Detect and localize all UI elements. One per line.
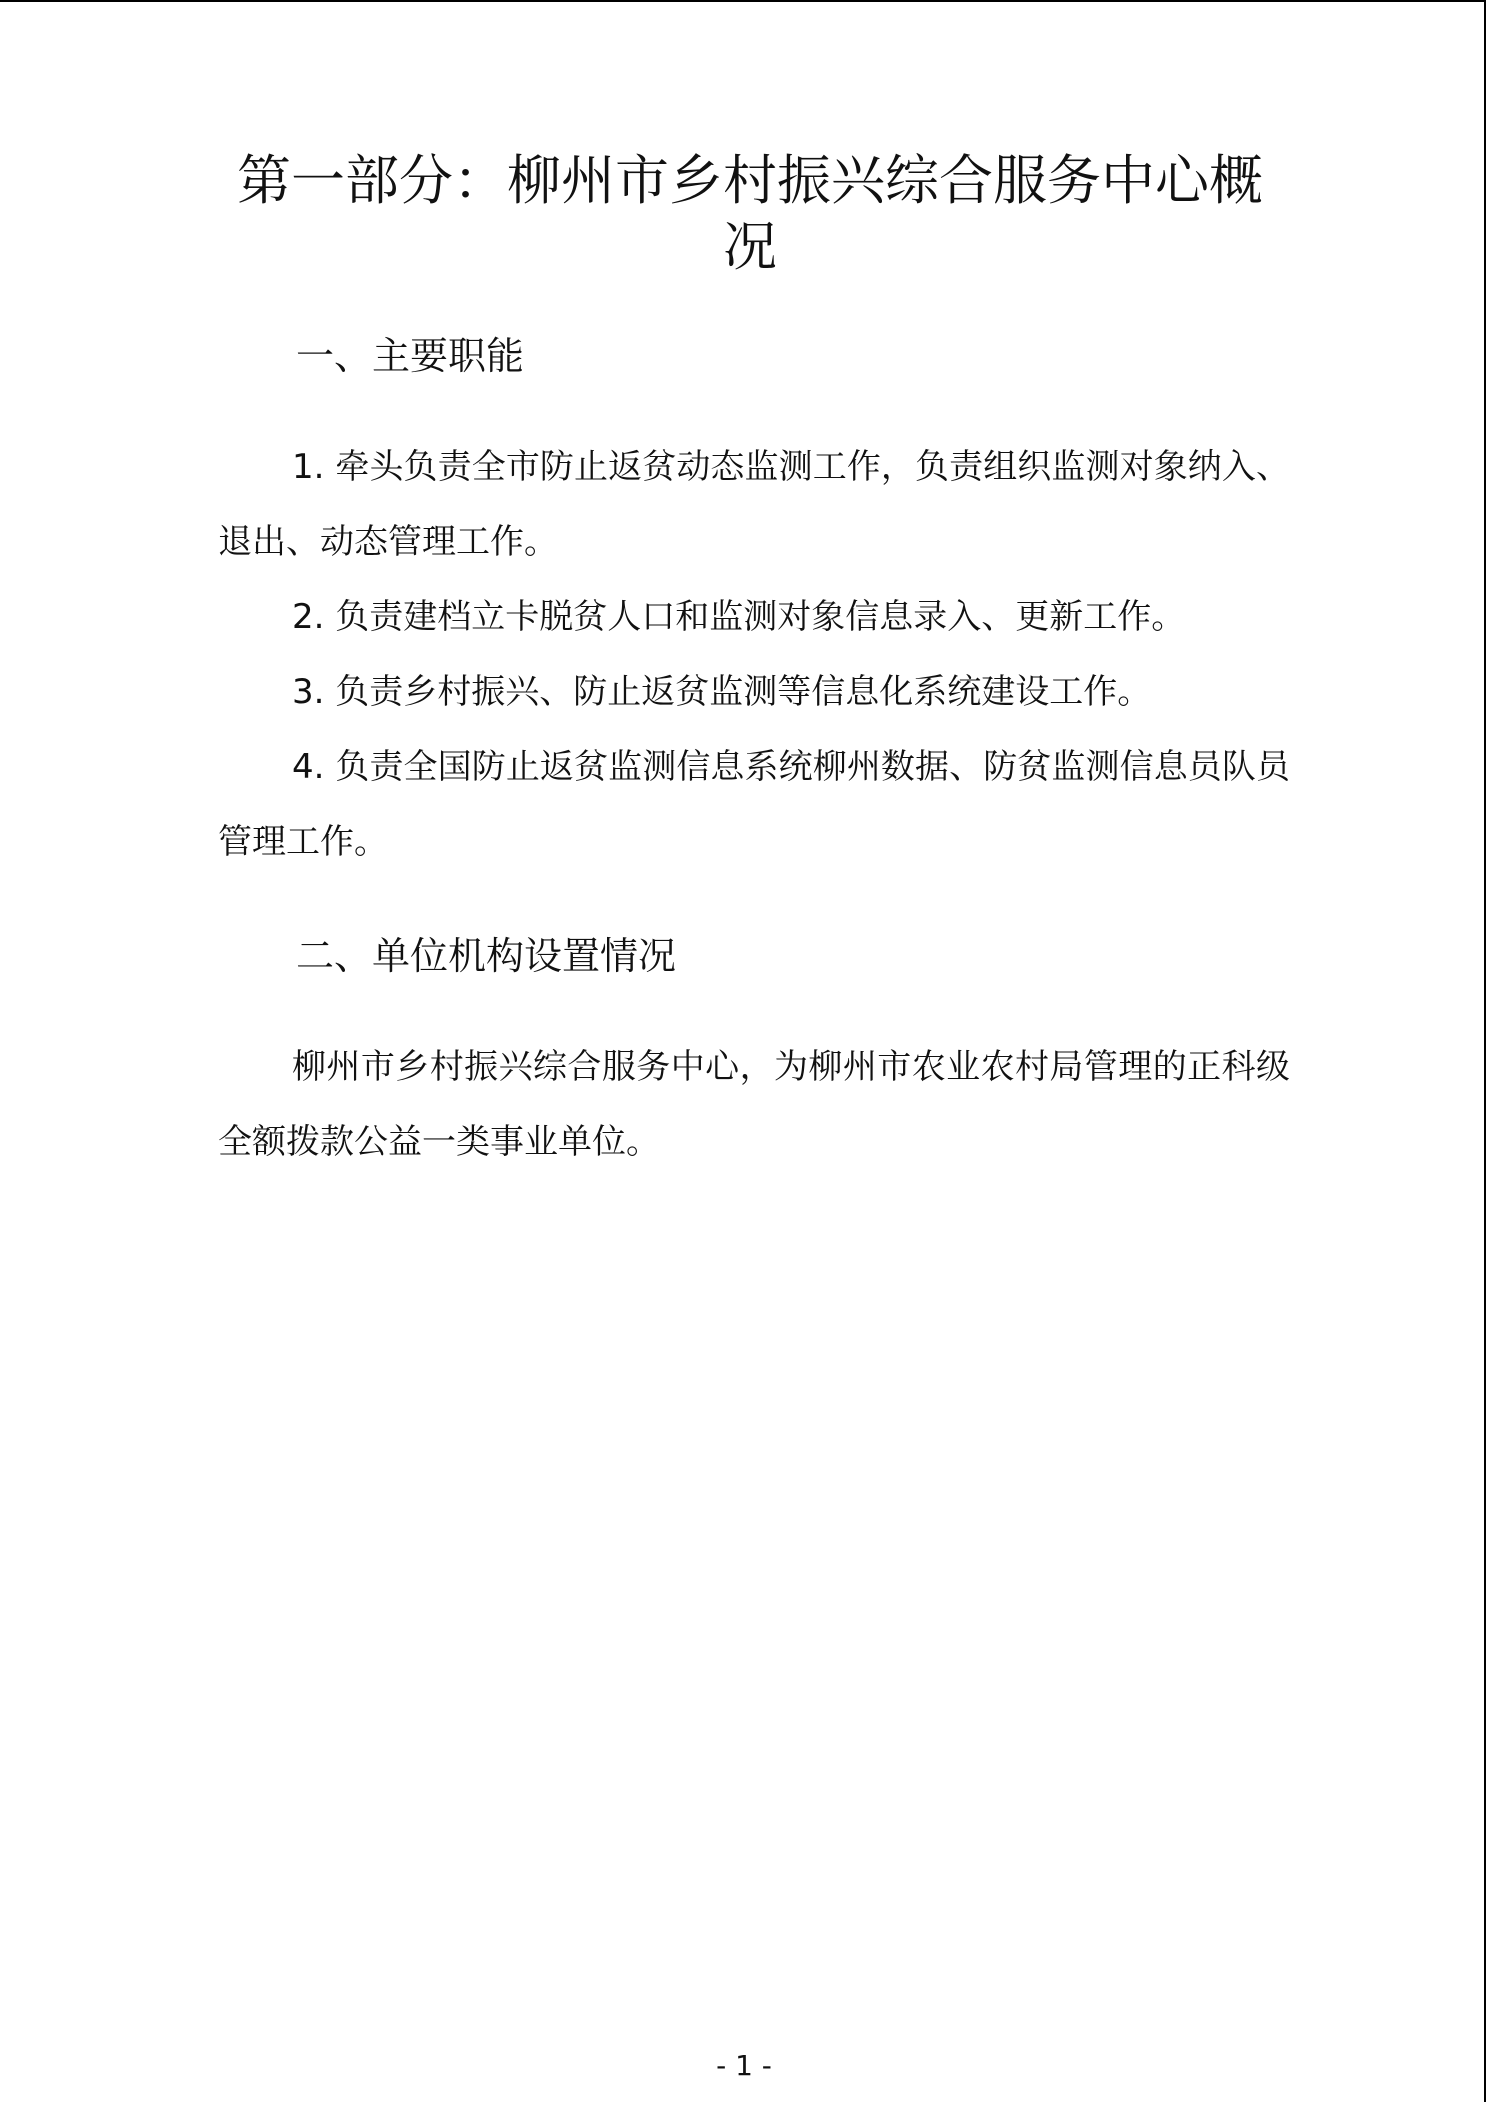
function-item-3: 3. 负责乡村振兴、防止返贫监测等信息化系统建设工作。 [292, 672, 1152, 712]
section-heading-main-functions: 一、主要职能 [296, 334, 525, 378]
organization-description: 柳州市乡村振兴综合服务中心，为柳州市农业农村局管理的正科级全额拨款公益一类事业单位。 [218, 1047, 1290, 1162]
function-item-2: 2. 负责建档立卡脱贫人口和监测对象信息录入、更新工作。 [292, 597, 1186, 637]
function-item-4: 4. 负责全国防止返贫监测信息系统柳州数据、防贫监测信息员队员管理工作。 [218, 747, 1290, 862]
section-heading-organization: 二、单位机构设置情况 [296, 934, 677, 978]
page-number: - 1 - [716, 2049, 772, 2082]
document-title: 第一部分：柳州市乡村振兴综合服务中心概况 [237, 149, 1263, 278]
function-item-1: 1. 牵头负责全市防止返贫动态监测工作，负责组织监测对象纳入、退出、动态管理工作。 [218, 447, 1290, 562]
